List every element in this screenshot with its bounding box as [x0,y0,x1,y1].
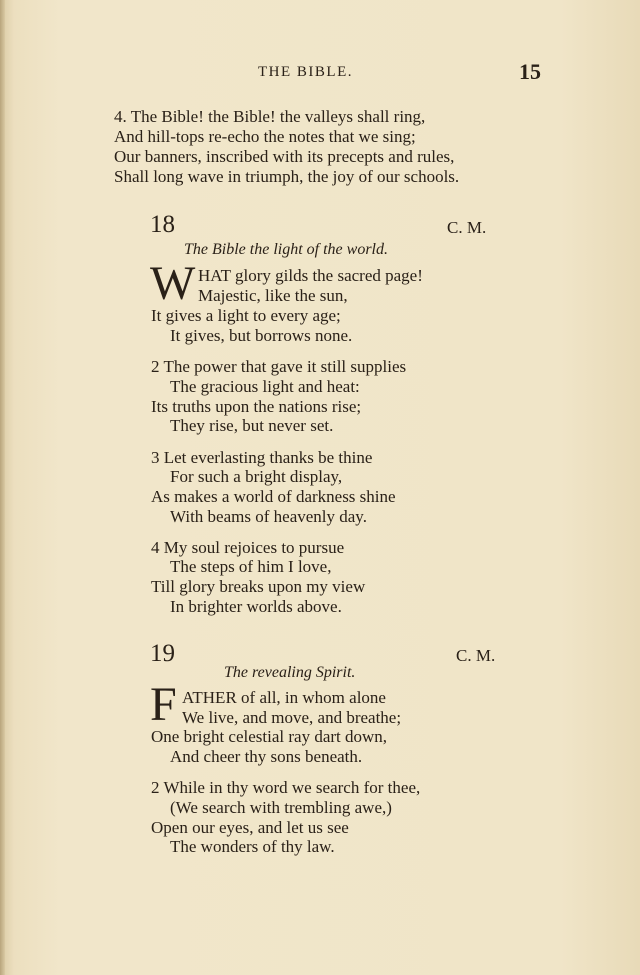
verse-line: Our banners, inscribed with its precepts and rules, [114,147,455,166]
verse-line: The steps of him I love, [170,557,332,576]
verse-line: Its truths upon the nations rise; [151,397,362,416]
hymn-title: The revealing Spirit. [224,664,356,681]
verse-line: As makes a world of darkness shine [151,487,396,506]
verse-line: Till glory breaks upon my view [151,577,366,596]
verse-line: They rise, but never set. [170,416,334,435]
verse-line: 3 Let everlasting thanks be thine [151,448,373,467]
verse-line: With beams of heavenly day. [170,507,367,526]
hymn-title: The Bible the light of the world. [184,241,388,258]
page-gutter [0,0,5,975]
hymn-number: 18 [150,211,175,238]
verse-line: HAT glory gilds the sacred page! [198,266,423,285]
verse-line: And cheer thy sons beneath. [170,747,363,766]
verse-line: (We search with trembling awe,) [170,798,392,817]
running-head: THE BIBLE. [258,64,353,80]
drop-cap: F [150,678,177,731]
hymn-meter: C. M. [447,218,487,237]
verse-line: The wonders of thy law. [170,837,335,856]
verse-line: 2 The power that gave it still supplies [151,357,407,376]
verse-line: Shall long wave in triumph, the joy of our schools. [114,167,460,186]
verse-line: We live, and move, and breathe; [182,708,402,727]
page-number: 15 [519,59,541,84]
hymn-meter: C. M. [456,646,496,665]
verse-line: ATHER of all, in whom alone [182,688,386,707]
verse-line: Open our eyes, and let us see [151,818,349,837]
verse-line: For such a bright display, [170,467,343,486]
verse-line: 4 My soul rejoices to pursue [151,538,345,557]
verse-line: The gracious light and heat: [170,377,360,396]
verse-line: One bright celestial ray dart down, [151,727,388,746]
verse-line: Majestic, like the sun, [198,286,348,305]
verse-line: 2 While in thy word we search for thee, [151,778,421,797]
verse-line: It gives, but borrows none. [170,326,353,345]
verse-line: 4. The Bible! the Bible! the valleys shall ring, [114,107,426,126]
hymn-number: 19 [150,640,175,667]
verse-line: In brighter worlds above. [170,597,342,616]
drop-cap: W [150,257,196,310]
verse-line: And hill-tops re-echo the notes that we sing; [114,127,416,146]
verse-line: It gives a light to every age; [151,306,341,325]
